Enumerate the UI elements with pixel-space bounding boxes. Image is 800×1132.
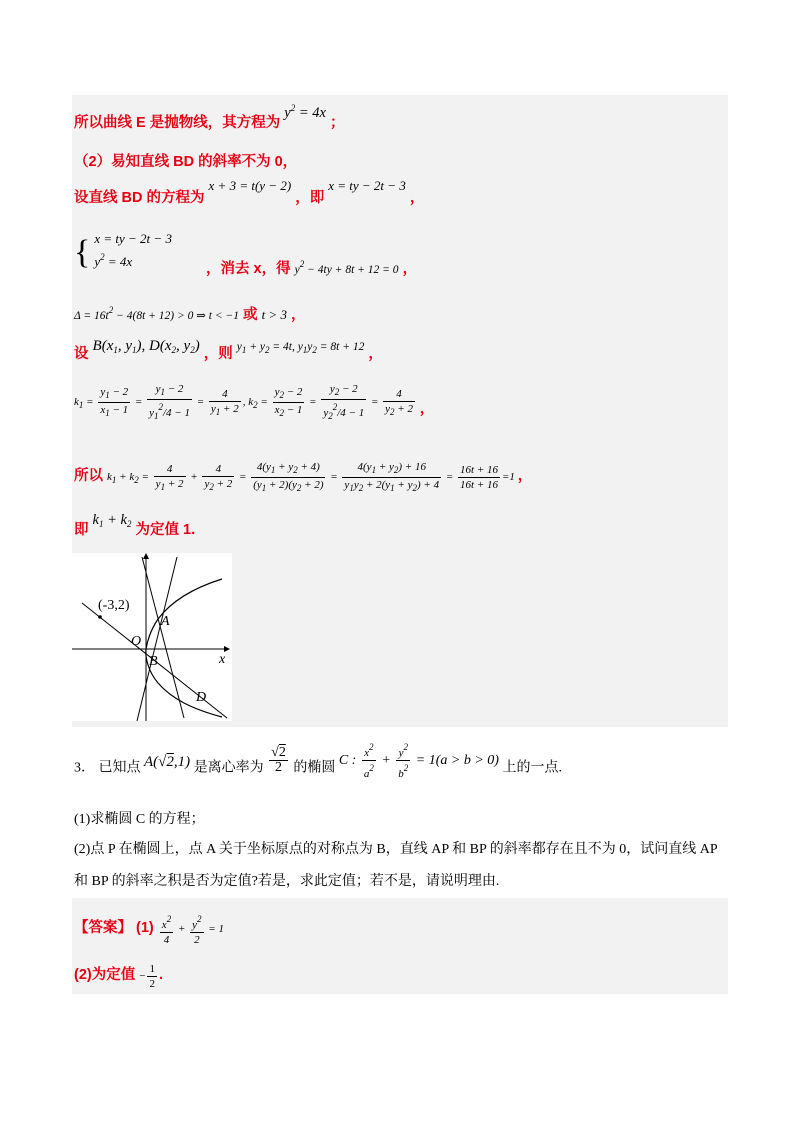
- answer-1-math: $\frac{x^2}{4}$ + $\frac{y^2}{2}$ = 1: [161, 914, 224, 946]
- line6-text: 设: [74, 346, 89, 362]
- solution-line-5: [74, 300, 305, 326]
- line1-tail: ；: [329, 115, 345, 131]
- answer-2-label: (2)为定值: [74, 967, 136, 984]
- point-label: (-3,2): [98, 598, 130, 613]
- line7-tail: ，: [419, 401, 435, 418]
- line5-math: $\Delta = 16t^2 - 4(8t + 12) > 0$ ⇒ t < −1: [74, 305, 239, 322]
- line4-tail: ，: [402, 261, 418, 277]
- line2-text: （2）易知直线 BD 的斜率不为 0，: [74, 154, 298, 170]
- point-marker: [98, 615, 102, 619]
- line9-text2: 为定值 1.: [135, 522, 196, 538]
- question-text4: 上的一点.: [502, 760, 562, 776]
- answer-2-math: − $\frac{1}{2}$: [139, 963, 155, 990]
- label-o: O: [131, 634, 142, 649]
- line6-tail: ，: [368, 346, 383, 362]
- solution-line-4: [74, 230, 418, 277]
- question-number: 3．: [74, 760, 95, 776]
- question-part2-text-a: (2)点 P 在椭圆上，点 A 关于坐标原点的对称点为 B，直线 AP 和 BP 的斜率都存在且不为 0，试问直线 AP: [74, 842, 718, 857]
- answer-2-tail: .: [158, 967, 164, 984]
- line1-text: 所以曲线 E 是抛物线，其方程为: [74, 115, 281, 131]
- parabola-curve: [146, 579, 222, 717]
- question-part1-text: (1)求椭圆 C 的方程；: [74, 812, 205, 827]
- question-text3: 的椭圆: [293, 760, 336, 776]
- answer-line-1: [74, 912, 224, 947]
- solution-line-6: [74, 336, 383, 360]
- graph-figure: [72, 553, 232, 721]
- line5-tail: ，: [290, 307, 306, 323]
- question-ellipse: C : $\frac{x^2}{a^2}$ + $\frac{y^2}{b^2}$ = 1(a > b > 0): [338, 742, 499, 780]
- line7-math: $k_1$ = $\frac{y_1 - 2}{x_1 - 1}$ = $\frac{y_1 - 2}{y_1^2/4 - 1}$ = $\frac{4}{y_1 + 2}$ , $k_2$ = $\frac{y_2 - 2}{x_2 - 1}$ = $\frac{y_2 - 2}{y_2^2/4 - 1}$ = $\frac{4}{y_2 + 2}$: [74, 383, 413, 421]
- line6-math: $B(x_1$, $y_1$), $D(x_2$, $y_2$): [92, 338, 200, 355]
- question-part-2b: [74, 872, 499, 892]
- answer-line-2: [74, 962, 163, 991]
- line4-system: x = ty − 2t − 3 $y^2 = 4x$: [94, 231, 172, 269]
- solution-line-3: [74, 178, 425, 208]
- line3-math2: x = ty − 2t − 3: [328, 178, 406, 193]
- line5-math2: t > 3: [261, 307, 287, 322]
- line4-brace: {: [74, 234, 91, 271]
- line4-text: ，消去 x，得: [206, 261, 291, 277]
- label-d: D: [196, 690, 207, 705]
- line3-math1: x + 3 = t(y − 2): [208, 178, 292, 193]
- line-ab: [137, 557, 177, 721]
- label-a: A: [161, 614, 170, 629]
- line6-mid: ，则: [203, 346, 233, 362]
- line8-math: $k_1 + k_2$ = $\frac{4}{y_1 + 2}$ + $\frac{4}{y_2 + 2}$ = $\frac{4(y_1 + y_2 + 4)}{(y_1 + 2)(y_2 + 2)}$ = $\frac{4(y_1 + y_2) + 16}{y_1y_2 + 2(y_1 + y_2) + 4}$ = $\frac{16t + 16}{16t + 16}$ =1: [107, 461, 518, 493]
- line8-tail: ，: [517, 468, 533, 485]
- line4-math: y2 − 4ty + 8t + 12 = 0: [294, 259, 399, 276]
- line3-text: 设直线 BD 的方程为: [74, 190, 205, 206]
- line8-text: 所以: [74, 468, 103, 485]
- line9-text: 即: [74, 522, 89, 538]
- question-text2: 是离心率为: [193, 760, 264, 776]
- question-eccentricity: $\frac{√2}{2}$: [271, 745, 286, 775]
- question-point-a: A(√2,1): [144, 753, 191, 770]
- answer-tag: 【答案】: [74, 920, 132, 937]
- question-part-2a: [74, 840, 718, 860]
- solution-line-9: [74, 512, 196, 544]
- answer-1-label: (1): [136, 920, 154, 937]
- solution-line-1: [74, 103, 345, 133]
- y-axis-arrow: [143, 553, 149, 559]
- question-part-1: [74, 810, 205, 830]
- label-x: x: [219, 652, 226, 667]
- solution-line-7: [74, 382, 434, 423]
- question-part2-text-b: 和 BP 的斜率之积是否为定值?若是，求此定值；若不是，请说明理由.: [74, 874, 500, 889]
- line3-tail: ，: [409, 190, 425, 206]
- line3-mid: ，即: [295, 190, 325, 206]
- line1-math: $y^2 = 4x$: [284, 103, 326, 121]
- graph-svg: [72, 553, 232, 721]
- line6-math2: $y_1 + y_2 = 4t$, $y_1y_2 = 8t + 12$: [236, 341, 365, 355]
- question-line-1: [74, 742, 562, 789]
- question-text1: 已知点: [98, 760, 141, 776]
- line9-math: $k_1 + k_2$: [92, 512, 132, 529]
- line5-or: 或: [243, 307, 258, 323]
- solution-line-2: [74, 152, 297, 172]
- label-b: B: [149, 654, 158, 669]
- solution-line-8: [74, 460, 532, 495]
